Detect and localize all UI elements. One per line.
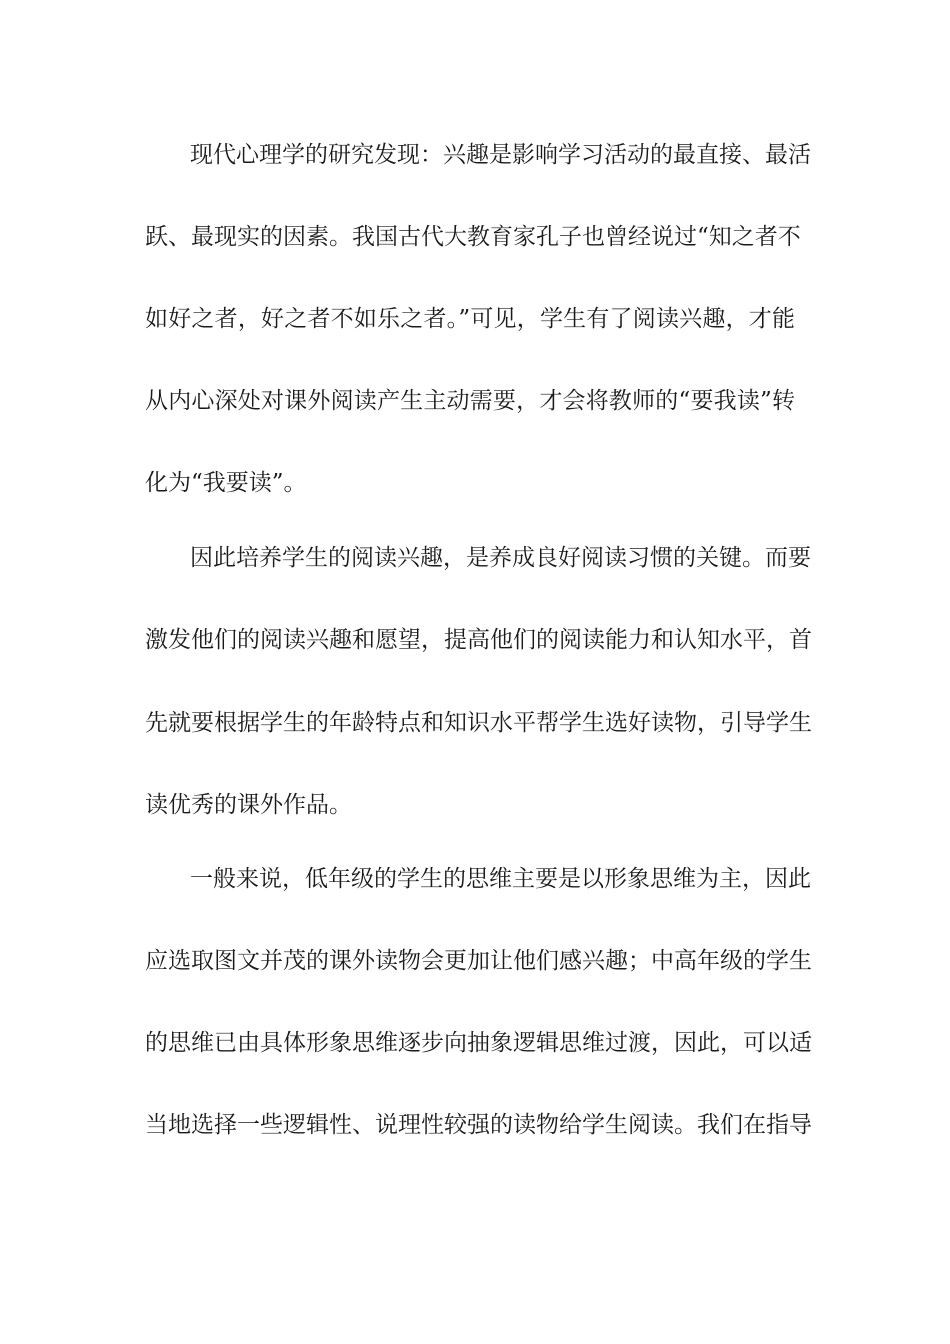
paragraph-1-line-3: 如好之者，好之者不如乐之者。”可见，学生有了阅读兴趣，才能	[145, 306, 795, 332]
paragraph-3-line-3: 的思维已由具体形象思维逐步向抽象逻辑思维过渡，因此，可以适	[145, 1030, 812, 1056]
paragraph-2-line-3: 先就要根据学生的年龄特点和知识水平帮学生选好读物，引导学生	[145, 710, 812, 736]
paragraph-3-line-1: 一般来说，低年级的学生的思维主要是以形象思维为主，因此	[190, 866, 811, 892]
paragraph-1-line-2: 跃、最现实的因素。我国古代大教育家孔子也曾经说过“知之者不	[145, 224, 801, 250]
paragraph-1-line-1: 现代心理学的研究发现：兴趣是影响学习活动的最直接、最活	[190, 142, 811, 168]
paragraph-1-line-5: 化为“我要读”。	[145, 470, 307, 496]
paragraph-3-line-4: 当地选择一些逻辑性、说理性较强的读物给学生阅读。我们在指导	[145, 1112, 812, 1138]
paragraph-1-line-4: 从内心深处对课外阅读产生主动需要，才会将教师的“要我读”转	[145, 388, 795, 414]
paragraph-2-line-1: 因此培养学生的阅读兴趣，是养成良好阅读习惯的关键。而要	[190, 545, 811, 571]
paragraph-2-line-2: 激发他们的阅读兴趣和愿望，提高他们的阅读能力和认知水平，首	[145, 627, 812, 653]
paragraph-2-line-4: 读优秀的课外作品。	[145, 792, 352, 818]
paragraph-3-line-2: 应选取图文并茂的课外读物会更加让他们感兴趣；中高年级的学生	[145, 948, 812, 974]
